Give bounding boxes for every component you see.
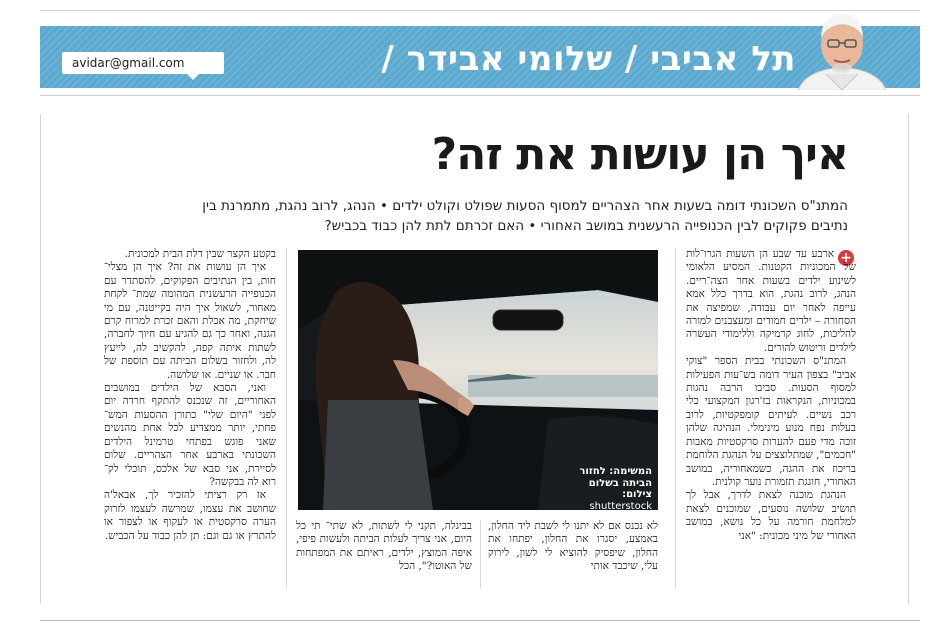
- credit-source: shutterstock: [589, 500, 652, 512]
- photo-credit: [562, 489, 652, 512]
- plus-icon: +: [838, 250, 854, 266]
- article-column-4: [104, 248, 276, 586]
- credit-label: צילום:: [622, 489, 652, 500]
- col4-paragraph-4: אז רק רציתי להזכיר לך, אבאל'ה שחושב את עצמו, שמרשה לעצמו לזרוק הערה סרקסטית או לעקוף או לצפור או להתרץ או גם וגם: תן להן כבוד על הכביש.: [104, 489, 276, 542]
- bottom-rule: [40, 620, 920, 621]
- article-subhead: [148, 196, 848, 236]
- photo-caption: [562, 466, 652, 512]
- col4-paragraph-3: ואני, הסבא של הילדים במושבים האחוריים, זה שנכנס להתקף חרדה יום לפני "היום שלי" כתורן ההסעות המש־ פחתי, יותר ממצדיע לכל אחת מהנשים שאני פוגש בפתחי טרמינל הילדים השכונתי בארבע אחר הצהריים. שלום לסיירת, אני סבא של אלכס, תוכלי לק־ רוא לה בבקשה?: [104, 382, 276, 488]
- author-email[interactable]: avidar@gmail.com: [62, 52, 224, 74]
- caption-line-1: המשימה: לחזור: [579, 466, 652, 477]
- caption-line-2: הביתה בשלום: [588, 477, 652, 489]
- col4-paragraph-1: בקטע הקצר שבין דלת הבית למכונית.: [124, 248, 276, 260]
- article-column-2: [488, 520, 658, 586]
- col2-text: לא נכנס אם לא יתנו לי לשבת ליד החלון, באמצע, יסגרו את החלון, יפתחו את החלון, שיפסיק להוציא לי לשון, לירוק עלי, שיכבד אותי: [488, 520, 658, 573]
- article-headline: איך הן עושות את זה?: [431, 129, 848, 180]
- col1-paragraph-1: ארבע עד שבע הן השעות הגרו־לות של המכוניות הקטנות. המסיע הלאומי לשינוע ילדים בשעות אחר הצה־ריים. הנהג, לרוב נהגת, הוא בדרך כלל אמא עייפה לאחר יום עבודה, שמפיצה את הסחורה – ילדים חמודים ומעצבנים למורה להליכות, לחוג קרמיקה וללימודי העשרה לילדים וריטוש להורים.: [686, 248, 856, 354]
- col1-paragraph-2: המתנ"ס השכונתי בבית הספר "צוקי אביב" בצפון העיר דומה בש־עות הפעילות למסוף הסעות. סביבו הרבה נהגות במכוניות, הנקראות בז'רגון המקצועי כלי רכב נשיים. לעיתים קומפקטיות, לרוב בעלות נפח מנוע מינימלי. הנהיגה שלהן זוכה מדי פעם להערות סרקסטיות מאבות "חכמים", שמתלוצצים על הנהגת הלוחמת בריכוז את ההגה, כשמאחוריה, במושב האחורי, חוגגת תזמורת נוער קולנית.: [686, 355, 856, 488]
- col3-text: בביגלה, תקני לי לשתות, לא שתי־ תי כל היום, אני צריך לעלות הביתה ולעשות פיפי, איפה המוצץ, ילדים, ראיתם את המפתחות של האוטו?", הכל: [296, 520, 472, 573]
- column-divider: [480, 520, 481, 588]
- subhead-line-1: המתנ"ס השכונתי דומה בשעות אחר הצהריים למסוף הסעות שפולט וקולט ילדים • הנהג, לרוב נהגת, מתמרנת בין: [202, 198, 848, 214]
- subhead-line-2: נתיבים פקוקים לבין הכנופייה הרעשנית במושב האחורי • האם זכרתם לתת להן כבוד בכביש?: [324, 218, 848, 234]
- col1-paragraph-3: הנהגת מוכנה לצאת לדרך, אבל לך תושיב שלושה נוסעים, שמוכנים לצאת למלחמת חורמה על כל נושא, במושב האחורי של מיני מכונית: "אני: [686, 489, 856, 542]
- frame-right: [908, 114, 909, 604]
- frame-left: [40, 114, 41, 604]
- author-portrait-illustration: [796, 4, 888, 90]
- banner-bottom-rule: [40, 95, 920, 96]
- column-divider: [286, 248, 287, 588]
- article-column-1: [686, 248, 856, 586]
- column-divider: [675, 248, 676, 588]
- top-rule: [40, 10, 920, 11]
- email-bubble-tail: [186, 73, 200, 80]
- banner-title: תל אביבי / שלומי אבידר /: [381, 39, 796, 79]
- article-column-3: [296, 520, 472, 586]
- author-portrait: [796, 4, 888, 90]
- col4-paragraph-2: איך הן עושות את זה? איך הן מצלי־ חות, בין הנתיבים הפקוקים, להסתדר עם הכנופייה הרעשנית המהומה שמת־ לקחת מאחור, לשאול איך היה בקייטנה, עם מי שיחקת, מה אכלת והאם זכרת למרוח קרם הגנה, ואחר כך גם להגיע עם חיוך לחברה, לשתות איתה קפה, להקשיב לה, לייעץ לה, ולחזור בשלום הביתה עם תוספת של חבר. או שניים. או שלושה.: [104, 261, 276, 381]
